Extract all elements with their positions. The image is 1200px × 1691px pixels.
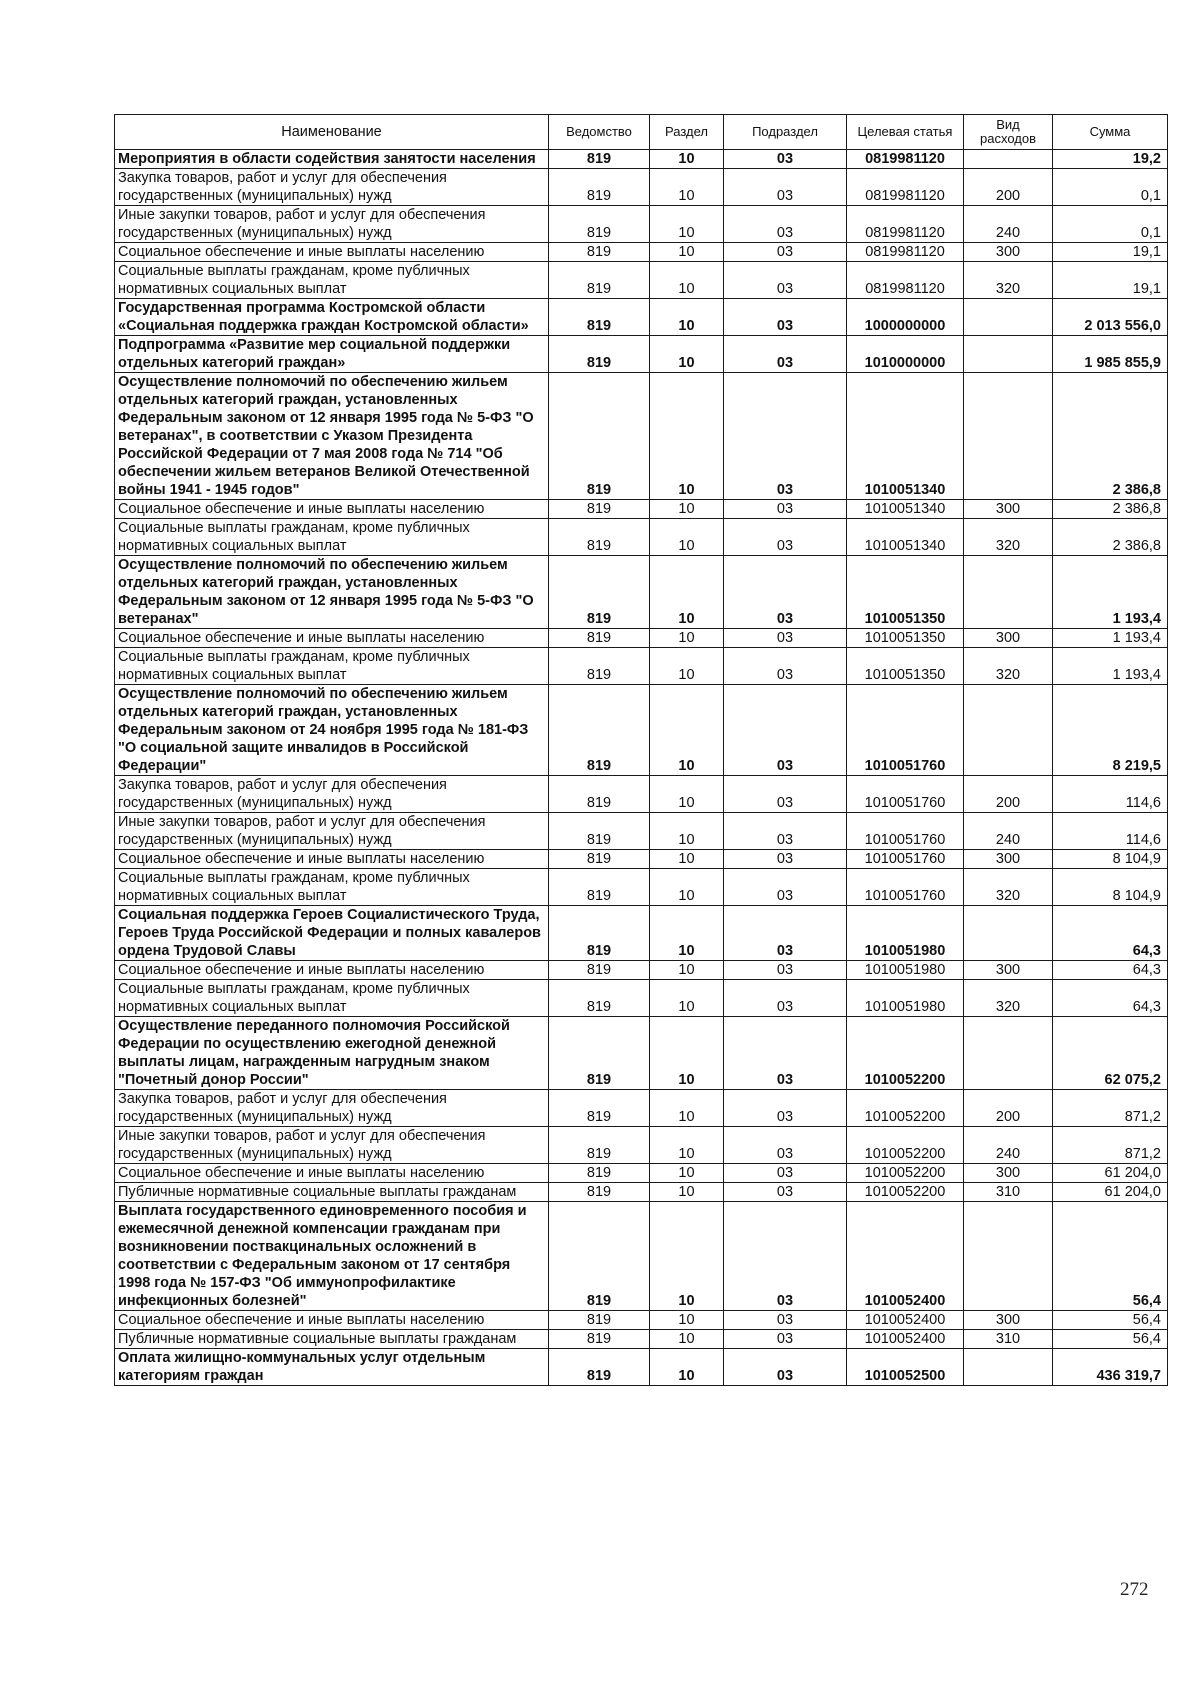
cell-expense-type: 200 [964, 776, 1053, 813]
cell-name: Социальное обеспечение и иные выплаты населению [115, 1164, 549, 1183]
cell-department: 819 [549, 1017, 650, 1090]
page-number: 272 [1120, 1579, 1149, 1600]
cell-section: 10 [650, 169, 724, 206]
cell-expense-type: 300 [964, 243, 1053, 262]
cell-subsection: 03 [724, 1164, 847, 1183]
cell-amount: 2 386,8 [1053, 500, 1168, 519]
cell-target-item: 1010051760 [847, 813, 964, 850]
cell-target-item: 1010052200 [847, 1017, 964, 1090]
cell-target-item: 0819981120 [847, 243, 964, 262]
cell-target-item: 1010052500 [847, 1349, 964, 1386]
cell-department: 819 [549, 906, 650, 961]
cell-department: 819 [549, 206, 650, 243]
cell-section: 10 [650, 813, 724, 850]
cell-department: 819 [549, 556, 650, 629]
cell-amount: 1 985 855,9 [1053, 336, 1168, 373]
table-row [115, 262, 1168, 299]
cell-name: Мероприятия в области содействия занятости населения [115, 150, 549, 169]
cell-target-item: 1010051760 [847, 850, 964, 869]
cell-subsection: 03 [724, 1127, 847, 1164]
cell-subsection: 03 [724, 243, 847, 262]
cell-subsection: 03 [724, 206, 847, 243]
cell-expense-type [964, 556, 1053, 629]
cell-section: 10 [650, 648, 724, 685]
cell-department: 819 [549, 776, 650, 813]
cell-amount: 436 319,7 [1053, 1349, 1168, 1386]
cell-amount: 114,6 [1053, 776, 1168, 813]
cell-amount: 1 193,4 [1053, 556, 1168, 629]
cell-expense-type [964, 299, 1053, 336]
cell-target-item: 1010051980 [847, 906, 964, 961]
cell-name: Социальные выплаты гражданам, кроме публичных нормативных социальных выплат [115, 648, 549, 685]
cell-department: 819 [549, 1127, 650, 1164]
cell-section: 10 [650, 1202, 724, 1311]
cell-target-item: 1000000000 [847, 299, 964, 336]
cell-name: Иные закупки товаров, работ и услуг для обеспечения государственных (муниципальных) нужд [115, 1127, 549, 1164]
table-row [115, 961, 1168, 980]
cell-expense-type: 320 [964, 519, 1053, 556]
cell-amount: 64,3 [1053, 961, 1168, 980]
table-row [115, 1349, 1168, 1386]
cell-subsection: 03 [724, 500, 847, 519]
budget-document-page [114, 114, 1167, 1386]
cell-name: Выплата государственного единовременного пособия и ежемесячной денежной компенсации гражданам при возникновении поствакцинальных осложнений в соответствии с Федеральным законом от 17 сентября 1998 года № 157-ФЗ "Об иммунопрофилактике инфекционных болезней" [115, 1202, 549, 1311]
cell-target-item: 1010051760 [847, 685, 964, 776]
cell-amount: 0,1 [1053, 169, 1168, 206]
cell-amount: 8 104,9 [1053, 850, 1168, 869]
table-row [115, 629, 1168, 648]
cell-department: 819 [549, 813, 650, 850]
cell-expense-type: 320 [964, 980, 1053, 1017]
cell-section: 10 [650, 206, 724, 243]
cell-amount: 19,1 [1053, 262, 1168, 299]
cell-amount: 871,2 [1053, 1127, 1168, 1164]
cell-section: 10 [650, 1330, 724, 1349]
cell-target-item: 0819981120 [847, 150, 964, 169]
cell-name: Подпрограмма «Развитие мер социальной поддержки отдельных категорий граждан» [115, 336, 549, 373]
cell-subsection: 03 [724, 906, 847, 961]
header-amount: Сумма [1053, 115, 1168, 150]
table-row [115, 1017, 1168, 1090]
cell-target-item: 1010051760 [847, 869, 964, 906]
cell-expense-type: 240 [964, 206, 1053, 243]
header-department: Ведомство [549, 115, 650, 150]
cell-section: 10 [650, 299, 724, 336]
table-row [115, 299, 1168, 336]
cell-expense-type: 240 [964, 1127, 1053, 1164]
cell-name: Закупка товаров, работ и услуг для обеспечения государственных (муниципальных) нужд [115, 1090, 549, 1127]
cell-amount: 56,4 [1053, 1202, 1168, 1311]
cell-expense-type: 200 [964, 169, 1053, 206]
cell-department: 819 [549, 1183, 650, 1202]
cell-name: Осуществление переданного полномочия Российской Федерации по осуществлению ежегодной денежной выплаты лицам, награжденным нагрудным знаком "Почетный донор России" [115, 1017, 549, 1090]
cell-expense-type [964, 685, 1053, 776]
cell-name: Социальное обеспечение и иные выплаты населению [115, 1311, 549, 1330]
cell-department: 819 [549, 299, 650, 336]
budget-table [114, 114, 1168, 1386]
table-row [115, 906, 1168, 961]
cell-target-item: 1010051350 [847, 648, 964, 685]
cell-department: 819 [549, 519, 650, 556]
cell-section: 10 [650, 1017, 724, 1090]
cell-name: Социальные выплаты гражданам, кроме публичных нормативных социальных выплат [115, 262, 549, 299]
cell-name: Социальные выплаты гражданам, кроме публичных нормативных социальных выплат [115, 980, 549, 1017]
cell-section: 10 [650, 519, 724, 556]
cell-target-item: 0819981120 [847, 169, 964, 206]
cell-amount: 61 204,0 [1053, 1164, 1168, 1183]
cell-section: 10 [650, 850, 724, 869]
cell-name: Социальные выплаты гражданам, кроме публичных нормативных социальных выплат [115, 869, 549, 906]
cell-target-item: 1010052400 [847, 1330, 964, 1349]
cell-expense-type: 300 [964, 850, 1053, 869]
cell-expense-type: 300 [964, 961, 1053, 980]
cell-subsection: 03 [724, 685, 847, 776]
cell-amount: 2 386,8 [1053, 373, 1168, 500]
cell-subsection: 03 [724, 776, 847, 813]
table-row [115, 500, 1168, 519]
cell-subsection: 03 [724, 1090, 847, 1127]
cell-subsection: 03 [724, 262, 847, 299]
table-row [115, 150, 1168, 169]
cell-amount: 56,4 [1053, 1311, 1168, 1330]
cell-department: 819 [549, 336, 650, 373]
cell-expense-type: 240 [964, 813, 1053, 850]
cell-subsection: 03 [724, 1183, 847, 1202]
cell-name: Социальное обеспечение и иные выплаты населению [115, 243, 549, 262]
cell-department: 819 [549, 1202, 650, 1311]
cell-target-item: 0819981120 [847, 262, 964, 299]
table-row [115, 1090, 1168, 1127]
table-header-row [115, 115, 1168, 150]
cell-target-item: 1010052200 [847, 1090, 964, 1127]
header-name: Наименование [115, 115, 549, 150]
cell-expense-type: 310 [964, 1183, 1053, 1202]
cell-amount: 2 386,8 [1053, 519, 1168, 556]
cell-department: 819 [549, 243, 650, 262]
cell-target-item: 1010052200 [847, 1183, 964, 1202]
cell-amount: 8 104,9 [1053, 869, 1168, 906]
cell-department: 819 [549, 629, 650, 648]
cell-subsection: 03 [724, 850, 847, 869]
cell-department: 819 [549, 150, 650, 169]
cell-expense-type [964, 906, 1053, 961]
table-row [115, 206, 1168, 243]
cell-subsection: 03 [724, 648, 847, 685]
table-body [115, 150, 1168, 1386]
cell-subsection: 03 [724, 980, 847, 1017]
header-expense-type: Вид расходов [964, 115, 1053, 150]
cell-subsection: 03 [724, 519, 847, 556]
header-section: Раздел [650, 115, 724, 150]
cell-amount: 1 193,4 [1053, 648, 1168, 685]
cell-section: 10 [650, 961, 724, 980]
cell-target-item: 1010052200 [847, 1164, 964, 1183]
cell-amount: 114,6 [1053, 813, 1168, 850]
cell-amount: 62 075,2 [1053, 1017, 1168, 1090]
cell-expense-type: 300 [964, 500, 1053, 519]
cell-department: 819 [549, 373, 650, 500]
cell-name: Закупка товаров, работ и услуг для обеспечения государственных (муниципальных) нужд [115, 169, 549, 206]
cell-target-item: 1010052400 [847, 1202, 964, 1311]
table-row [115, 813, 1168, 850]
cell-section: 10 [650, 629, 724, 648]
cell-expense-type [964, 336, 1053, 373]
cell-subsection: 03 [724, 961, 847, 980]
cell-amount: 19,2 [1053, 150, 1168, 169]
cell-subsection: 03 [724, 869, 847, 906]
cell-expense-type [964, 1202, 1053, 1311]
table-row [115, 1127, 1168, 1164]
cell-expense-type: 300 [964, 1311, 1053, 1330]
cell-amount: 8 219,5 [1053, 685, 1168, 776]
cell-name: Социальное обеспечение и иные выплаты населению [115, 629, 549, 648]
cell-section: 10 [650, 685, 724, 776]
cell-subsection: 03 [724, 556, 847, 629]
cell-department: 819 [549, 1311, 650, 1330]
cell-department: 819 [549, 685, 650, 776]
cell-target-item: 1010051350 [847, 556, 964, 629]
cell-section: 10 [650, 980, 724, 1017]
cell-subsection: 03 [724, 1330, 847, 1349]
cell-subsection: 03 [724, 336, 847, 373]
cell-name: Публичные нормативные социальные выплаты гражданам [115, 1183, 549, 1202]
cell-section: 10 [650, 150, 724, 169]
cell-expense-type: 300 [964, 1164, 1053, 1183]
cell-name: Социальное обеспечение и иные выплаты населению [115, 850, 549, 869]
cell-department: 819 [549, 980, 650, 1017]
cell-expense-type: 310 [964, 1330, 1053, 1349]
cell-expense-type [964, 150, 1053, 169]
cell-target-item: 1010000000 [847, 336, 964, 373]
cell-subsection: 03 [724, 150, 847, 169]
cell-subsection: 03 [724, 1202, 847, 1311]
cell-section: 10 [650, 1164, 724, 1183]
cell-target-item: 0819981120 [847, 206, 964, 243]
cell-name: Осуществление полномочий по обеспечению жильем отдельных категорий граждан, установленных Федеральным законом от 24 ноября 1995 года № 181-ФЗ "О социальной защите инвалидов в Российской Федерации" [115, 685, 549, 776]
cell-subsection: 03 [724, 1017, 847, 1090]
cell-subsection: 03 [724, 169, 847, 206]
cell-section: 10 [650, 869, 724, 906]
cell-section: 10 [650, 1127, 724, 1164]
cell-subsection: 03 [724, 629, 847, 648]
cell-department: 819 [549, 262, 650, 299]
table-row [115, 1183, 1168, 1202]
cell-section: 10 [650, 776, 724, 813]
cell-name: Осуществление полномочий по обеспечению жильем отдельных категорий граждан, установленных Федеральным законом от 12 января 1995 года № 5-ФЗ "О ветеранах", в соответствии с Указом Президента Российской Федерации от 7 мая 2008 года № 714 "Об обеспечении жильем ветеранов Великой Отечественной войны 1941 - 1945 годов" [115, 373, 549, 500]
cell-department: 819 [549, 869, 650, 906]
cell-name: Социальная поддержка Героев Социалистического Труда, Героев Труда Российской Федерации и полных кавалеров ордена Трудовой Славы [115, 906, 549, 961]
cell-department: 819 [549, 850, 650, 869]
cell-section: 10 [650, 1311, 724, 1330]
cell-section: 10 [650, 243, 724, 262]
table-row [115, 685, 1168, 776]
cell-department: 819 [549, 1164, 650, 1183]
cell-expense-type [964, 1349, 1053, 1386]
cell-expense-type: 320 [964, 648, 1053, 685]
cell-target-item: 1010052400 [847, 1311, 964, 1330]
cell-subsection: 03 [724, 813, 847, 850]
table-row [115, 1202, 1168, 1311]
table-row [115, 980, 1168, 1017]
cell-section: 10 [650, 262, 724, 299]
cell-section: 10 [650, 373, 724, 500]
cell-section: 10 [650, 556, 724, 629]
cell-amount: 871,2 [1053, 1090, 1168, 1127]
table-row [115, 1311, 1168, 1330]
cell-target-item: 1010051350 [847, 629, 964, 648]
table-row [115, 1164, 1168, 1183]
cell-name: Государственная программа Костромской области «Социальная поддержка граждан Костромской области» [115, 299, 549, 336]
cell-subsection: 03 [724, 373, 847, 500]
cell-section: 10 [650, 500, 724, 519]
cell-amount: 56,4 [1053, 1330, 1168, 1349]
table-row [115, 243, 1168, 262]
table-row [115, 869, 1168, 906]
cell-subsection: 03 [724, 1349, 847, 1386]
cell-section: 10 [650, 336, 724, 373]
table-row [115, 336, 1168, 373]
cell-department: 819 [549, 1330, 650, 1349]
cell-expense-type [964, 1017, 1053, 1090]
cell-expense-type: 200 [964, 1090, 1053, 1127]
cell-department: 819 [549, 1349, 650, 1386]
cell-name: Социальное обеспечение и иные выплаты населению [115, 500, 549, 519]
table-row [115, 1330, 1168, 1349]
cell-target-item: 1010051980 [847, 961, 964, 980]
cell-section: 10 [650, 906, 724, 961]
cell-section: 10 [650, 1349, 724, 1386]
cell-expense-type: 320 [964, 869, 1053, 906]
cell-name: Публичные нормативные социальные выплаты гражданам [115, 1330, 549, 1349]
cell-target-item: 1010051340 [847, 519, 964, 556]
cell-subsection: 03 [724, 1311, 847, 1330]
cell-expense-type [964, 373, 1053, 500]
cell-name: Закупка товаров, работ и услуг для обеспечения государственных (муниципальных) нужд [115, 776, 549, 813]
cell-name: Иные закупки товаров, работ и услуг для обеспечения государственных (муниципальных) нужд [115, 813, 549, 850]
cell-target-item: 1010051760 [847, 776, 964, 813]
header-subsection: Подраздел [724, 115, 847, 150]
cell-target-item: 1010051340 [847, 500, 964, 519]
cell-amount: 61 204,0 [1053, 1183, 1168, 1202]
cell-amount: 64,3 [1053, 906, 1168, 961]
cell-target-item: 1010052200 [847, 1127, 964, 1164]
cell-amount: 0,1 [1053, 206, 1168, 243]
cell-name: Осуществление полномочий по обеспечению жильем отдельных категорий граждан, установленных Федеральным законом от 12 января 1995 года № 5-ФЗ "О ветеранах" [115, 556, 549, 629]
cell-amount: 2 013 556,0 [1053, 299, 1168, 336]
cell-target-item: 1010051980 [847, 980, 964, 1017]
table-row [115, 519, 1168, 556]
cell-department: 819 [549, 1090, 650, 1127]
table-row [115, 776, 1168, 813]
cell-section: 10 [650, 1090, 724, 1127]
cell-name: Социальные выплаты гражданам, кроме публичных нормативных социальных выплат [115, 519, 549, 556]
cell-expense-type: 320 [964, 262, 1053, 299]
table-row [115, 169, 1168, 206]
cell-department: 819 [549, 169, 650, 206]
cell-target-item: 1010051340 [847, 373, 964, 500]
cell-expense-type: 300 [964, 629, 1053, 648]
cell-name: Оплата жилищно-коммунальных услуг отдельным категориям граждан [115, 1349, 549, 1386]
cell-subsection: 03 [724, 299, 847, 336]
table-row [115, 648, 1168, 685]
table-row [115, 373, 1168, 500]
header-target-item: Целевая статья [847, 115, 964, 150]
table-row [115, 850, 1168, 869]
cell-amount: 19,1 [1053, 243, 1168, 262]
table-row [115, 556, 1168, 629]
cell-section: 10 [650, 1183, 724, 1202]
cell-name: Социальное обеспечение и иные выплаты населению [115, 961, 549, 980]
cell-amount: 1 193,4 [1053, 629, 1168, 648]
cell-amount: 64,3 [1053, 980, 1168, 1017]
cell-department: 819 [549, 961, 650, 980]
cell-name: Иные закупки товаров, работ и услуг для обеспечения государственных (муниципальных) нужд [115, 206, 549, 243]
cell-department: 819 [549, 500, 650, 519]
cell-department: 819 [549, 648, 650, 685]
